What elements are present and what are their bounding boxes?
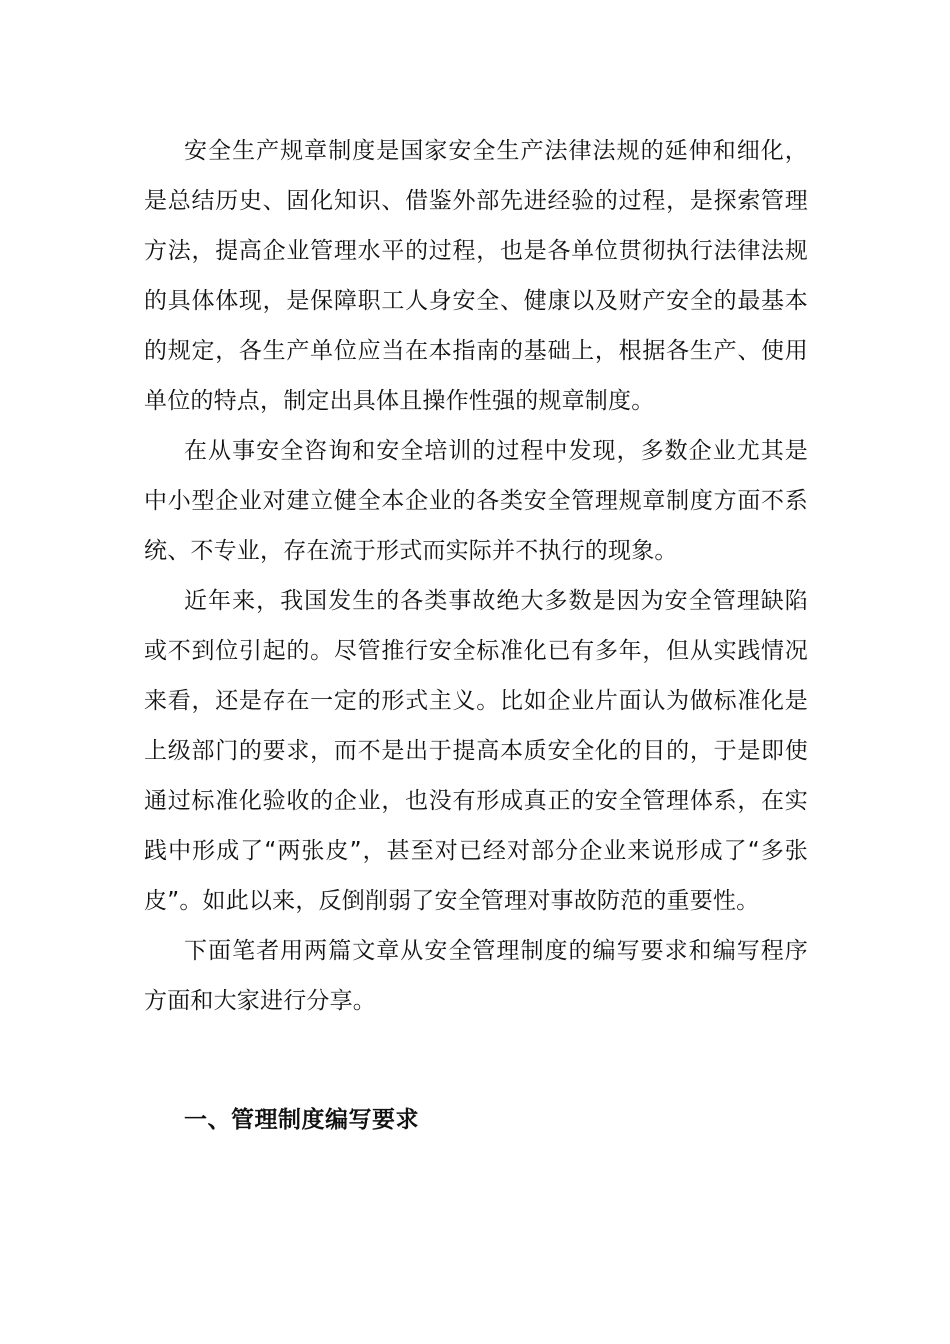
paragraph-3: 近年来，我国发生的各类事故绝大多数是因为安全管理缺陷或不到位引起的。尽管推行安全标准化已有多年，但从实践情况来看，还是存在一定的形式主义。比如企业片面认为做标准化是上级部门的要求，而不是出于提高本质安全化的目的，于是即使通过标准化验收的企业，也没有形成真正的安全管理体系，在实践中形成了“两张皮”，甚至对已经对部分企业来说形成了“多张皮”。如此以来，反倒削弱了安全管理对事故防范的重要性。 [144,588,808,914]
paragraph-4: 下面笔者用两篇文章从安全管理制度的编写要求和编写程序方面和大家进行分享。 [144,938,808,1014]
paragraph-2: 在从事安全咨询和安全培训的过程中发现，多数企业尤其是中小型企业对建立健全本企业的各类安全管理规章制度方面不系统、不专业，存在流于形式而实际并不执行的现象。 [144,438,808,564]
document-body [144,126,808,1026]
section-heading: 一、管理制度编写要求 [184,1107,419,1133]
paragraph-1: 安全生产规章制度是国家安全生产法律法规的延伸和细化，是总结历史、固化知识、借鉴外部先进经验的过程，是探索管理方法，提高企业管理水平的过程，也是各单位贯彻执行法律法规的具体体现，是保障职工人身安全、健康以及财产安全的最基本的规定，各生产单位应当在本指南的基础上，根据各生产、使用单位的特点，制定出具体且操作性强的规章制度。 [144,138,808,414]
